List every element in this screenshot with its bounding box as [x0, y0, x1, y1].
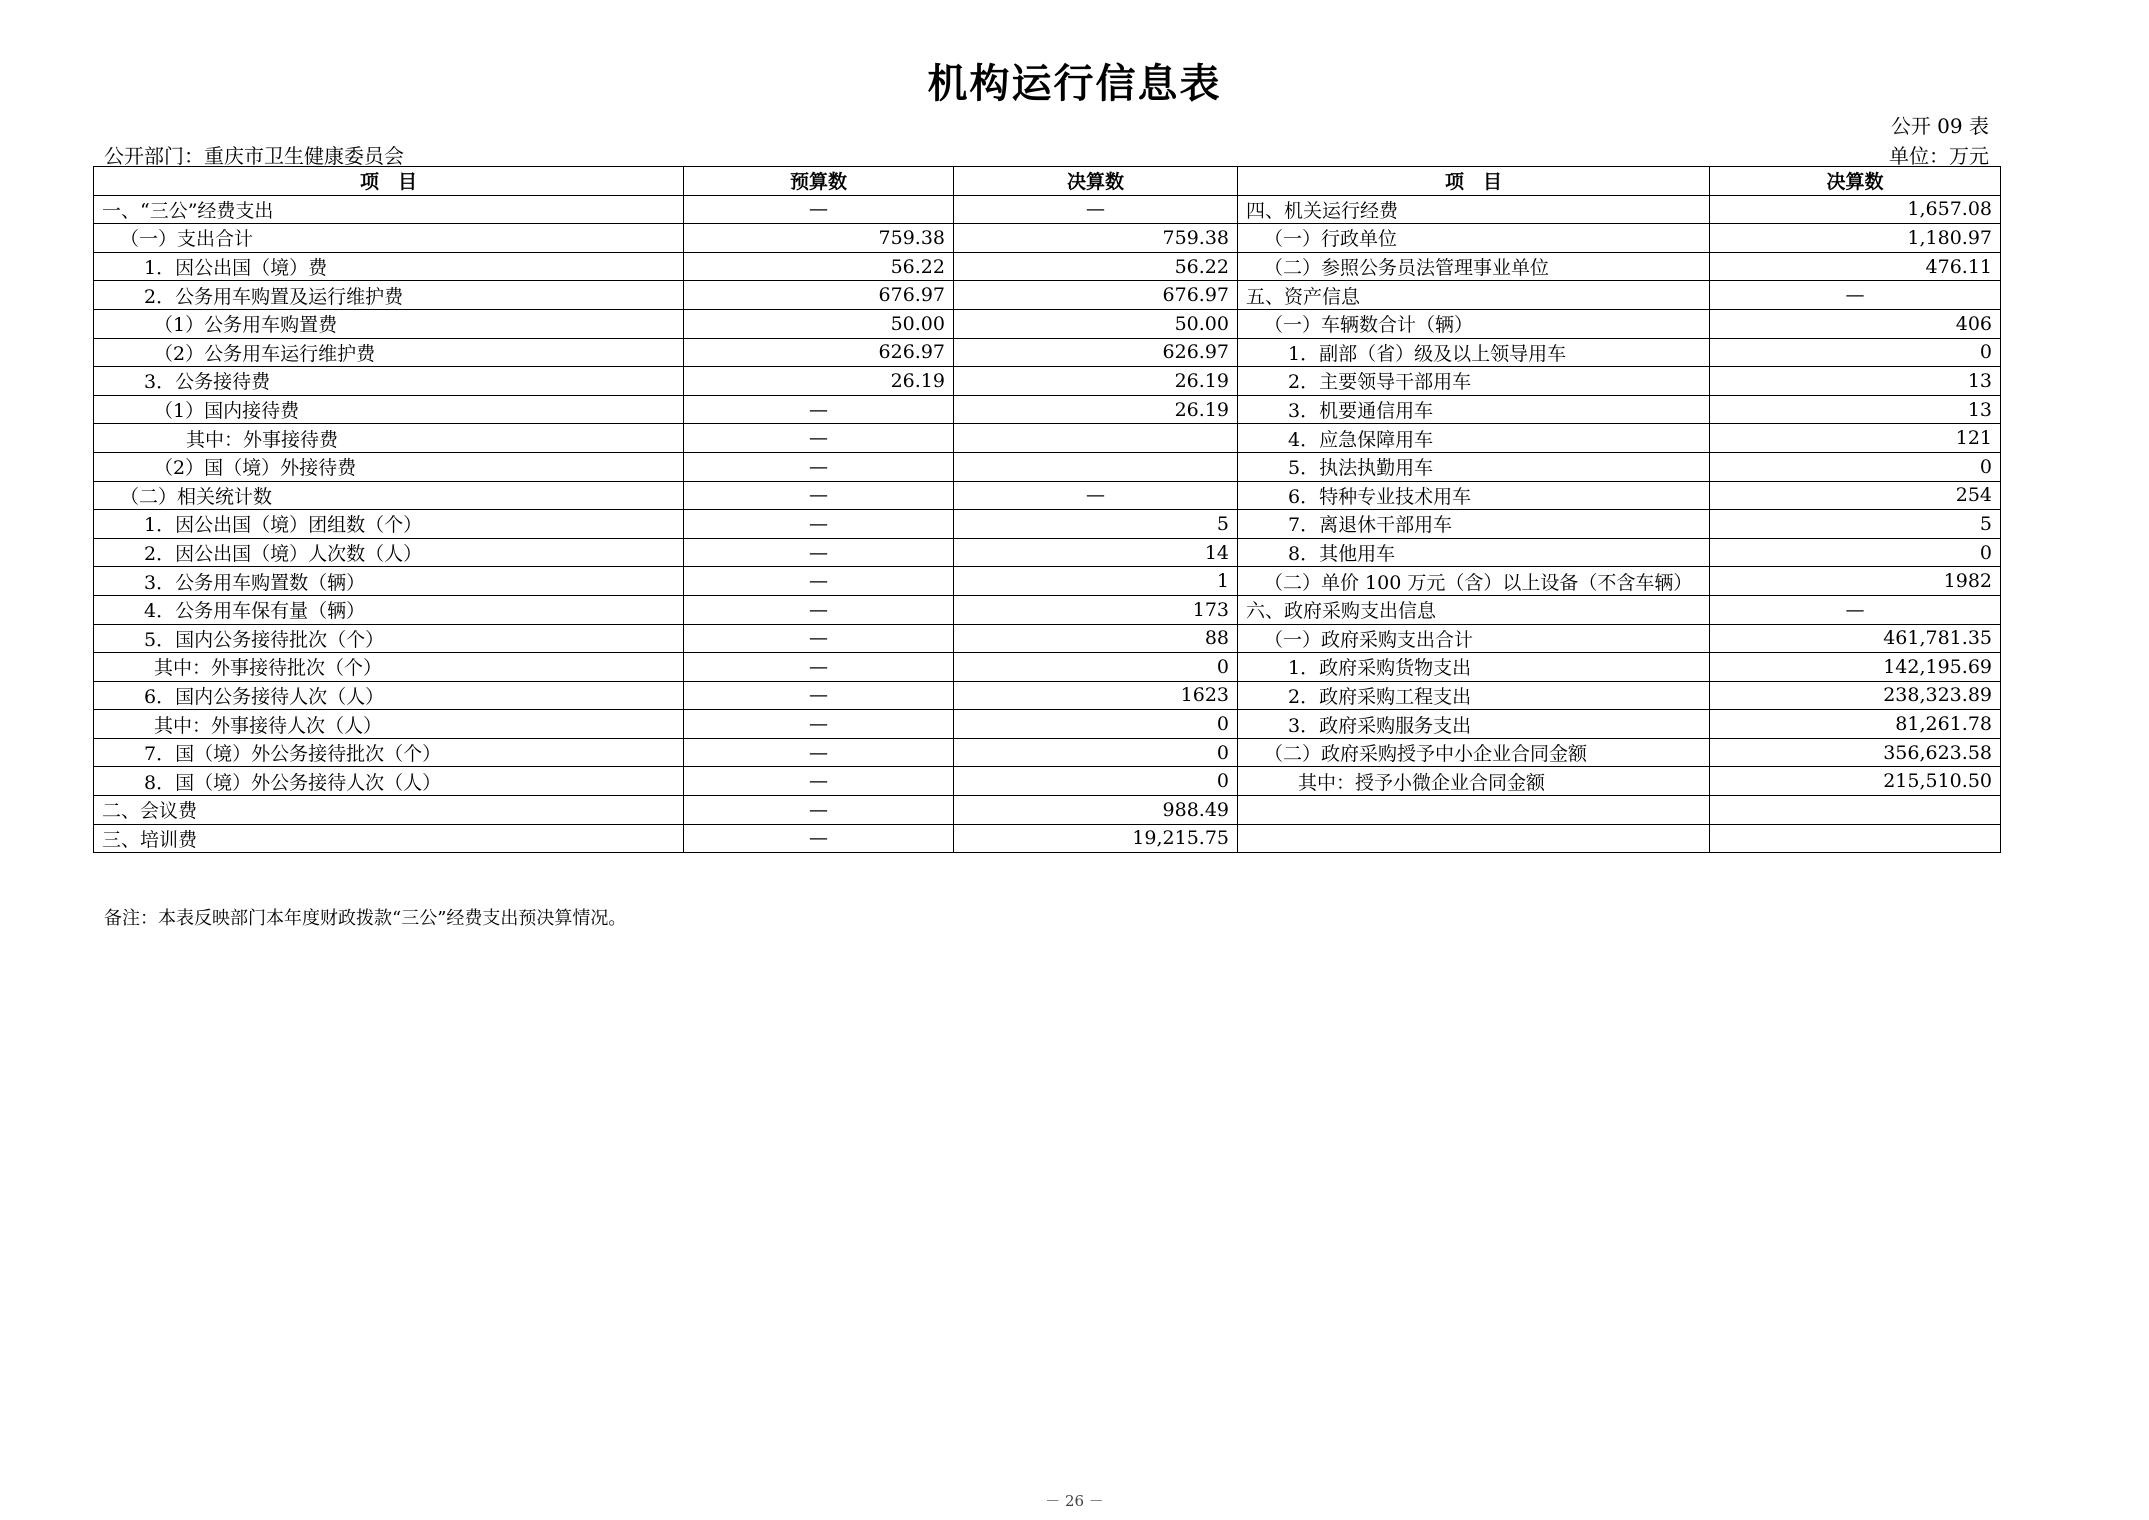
row-budget: 759.38: [684, 224, 954, 253]
page-title: 机构运行信息表: [927, 61, 1222, 107]
table-row: [94, 367, 2001, 396]
row-final-right: 5: [1710, 510, 2001, 539]
table-row: [94, 424, 2001, 453]
table-row: [94, 681, 2001, 710]
row-item-right: 2．主要领导干部用车: [1238, 367, 1710, 396]
header-item: 项 目: [94, 167, 684, 196]
table-row: [94, 710, 2001, 739]
row-item-right: 3．政府采购服务支出: [1238, 710, 1710, 739]
row-budget: —: [684, 395, 954, 424]
row-item: 5．国内公务接待批次（个）: [94, 624, 684, 653]
table-row: [94, 195, 2001, 224]
row-final: 88: [954, 624, 1238, 653]
row-final-right: 1,180.97: [1710, 224, 2001, 253]
table-row: [94, 452, 2001, 481]
row-item-right: 五、资产信息: [1238, 281, 1710, 310]
row-item: 2．因公出国（境）人次数（人）: [94, 538, 684, 567]
table-row: [94, 309, 2001, 338]
row-final-right: [1710, 796, 2001, 825]
page-number: － 26 －: [1045, 1492, 1104, 1510]
row-item-right: 四、机关运行经费: [1238, 195, 1710, 224]
row-final-right: 476.11: [1710, 252, 2001, 281]
table-row: [94, 481, 2001, 510]
row-final: 19,215.75: [954, 824, 1238, 853]
row-item: （1）公务用车购置费: [94, 309, 684, 338]
row-final: 56.22: [954, 252, 1238, 281]
row-final-right: 13: [1710, 367, 2001, 396]
row-budget: —: [684, 510, 954, 539]
row-budget: 50.00: [684, 309, 954, 338]
row-budget: —: [684, 195, 954, 224]
row-item: 7．国（境）外公务接待批次（个）: [94, 738, 684, 767]
row-final-right: 461,781.35: [1710, 624, 2001, 653]
table-header-row: [94, 167, 2001, 196]
row-final: 988.49: [954, 796, 1238, 825]
row-budget: 56.22: [684, 252, 954, 281]
row-final: 759.38: [954, 224, 1238, 253]
row-item-right: 其中：授予小微企业合同金额: [1238, 767, 1710, 796]
row-budget: —: [684, 681, 954, 710]
row-budget: —: [684, 767, 954, 796]
row-item: 3．公务接待费: [94, 367, 684, 396]
row-final-right: —: [1710, 595, 2001, 624]
row-item: 3．公务用车购置数（辆）: [94, 567, 684, 596]
table-row: [94, 395, 2001, 424]
row-item-right: 3．机要通信用车: [1238, 395, 1710, 424]
row-final-right: 142,195.69: [1710, 653, 2001, 682]
row-final-right: 238,323.89: [1710, 681, 2001, 710]
row-budget: —: [684, 824, 954, 853]
row-item-right: 1．副部（省）级及以上领导用车: [1238, 338, 1710, 367]
row-item: 4．公务用车保有量（辆）: [94, 595, 684, 624]
row-final: 0: [954, 653, 1238, 682]
table-row: [94, 624, 2001, 653]
table-row: [94, 224, 2001, 253]
row-item-right: 六、政府采购支出信息: [1238, 595, 1710, 624]
table-row: [94, 338, 2001, 367]
info-table: [93, 166, 2001, 853]
header-budget: 预算数: [684, 167, 954, 196]
row-budget: 26.19: [684, 367, 954, 396]
row-item-right: （一）行政单位: [1238, 224, 1710, 253]
row-item: 其中：外事接待费: [94, 424, 684, 453]
table-row: [94, 767, 2001, 796]
row-final-right: 1982: [1710, 567, 2001, 596]
unit-label: 单位：万元: [1889, 144, 1989, 168]
row-final-right: 254: [1710, 481, 2001, 510]
row-item-right: 1．政府采购货物支出: [1238, 653, 1710, 682]
row-final-right: 0: [1710, 338, 2001, 367]
row-final: 1: [954, 567, 1238, 596]
row-final: 26.19: [954, 367, 1238, 396]
row-budget: —: [684, 624, 954, 653]
row-final: 0: [954, 767, 1238, 796]
row-item-right: （一）车辆数合计（辆）: [1238, 309, 1710, 338]
row-final: 0: [954, 710, 1238, 739]
row-final: —: [954, 481, 1238, 510]
row-item-right: 6．特种专业技术用车: [1238, 481, 1710, 510]
row-item-right: 8．其他用车: [1238, 538, 1710, 567]
row-item-right: （二）参照公务员法管理事业单位: [1238, 252, 1710, 281]
row-final: 626.97: [954, 338, 1238, 367]
row-item: 二、会议费: [94, 796, 684, 825]
table-row: [94, 567, 2001, 596]
row-item: 6．国内公务接待人次（人）: [94, 681, 684, 710]
row-item-right: [1238, 824, 1710, 853]
table-row: [94, 510, 2001, 539]
row-final: —: [954, 195, 1238, 224]
row-budget: —: [684, 653, 954, 682]
row-item-right: 2．政府采购工程支出: [1238, 681, 1710, 710]
row-item: 三、培训费: [94, 824, 684, 853]
row-item-right: [1238, 796, 1710, 825]
row-item-right: （一）政府采购支出合计: [1238, 624, 1710, 653]
row-final: 50.00: [954, 309, 1238, 338]
row-final-right: 215,510.50: [1710, 767, 2001, 796]
table-row: [94, 281, 2001, 310]
row-item: （1）国内接待费: [94, 395, 684, 424]
row-final: 1623: [954, 681, 1238, 710]
row-budget: —: [684, 796, 954, 825]
table-row: [94, 824, 2001, 853]
row-budget: 676.97: [684, 281, 954, 310]
row-final: 676.97: [954, 281, 1238, 310]
row-final-right: 356,623.58: [1710, 738, 2001, 767]
row-final-right: 121: [1710, 424, 2001, 453]
row-final-right: 1,657.08: [1710, 195, 2001, 224]
row-item: 8．国（境）外公务接待人次（人）: [94, 767, 684, 796]
row-final-right: —: [1710, 281, 2001, 310]
row-item: 其中：外事接待人次（人）: [94, 710, 684, 739]
row-item: 1．因公出国（境）团组数（个）: [94, 510, 684, 539]
header-item-right: 项 目: [1238, 167, 1710, 196]
row-final: [954, 452, 1238, 481]
header-final: 决算数: [954, 167, 1238, 196]
row-item: （二）相关统计数: [94, 481, 684, 510]
table-row: [94, 796, 2001, 825]
table-row: [94, 595, 2001, 624]
header-final-right: 决算数: [1710, 167, 2001, 196]
row-budget: —: [684, 710, 954, 739]
table-row: [94, 252, 2001, 281]
row-final-right: 13: [1710, 395, 2001, 424]
table-row: [94, 653, 2001, 682]
row-budget: 626.97: [684, 338, 954, 367]
row-item: 其中：外事接待批次（个）: [94, 653, 684, 682]
row-item: （2）国（境）外接待费: [94, 452, 684, 481]
row-budget: —: [684, 567, 954, 596]
row-budget: —: [684, 595, 954, 624]
row-final: 5: [954, 510, 1238, 539]
row-final-right: 0: [1710, 538, 2001, 567]
row-final: 173: [954, 595, 1238, 624]
row-final: 14: [954, 538, 1238, 567]
table-row: [94, 538, 2001, 567]
row-item-right: 4．应急保障用车: [1238, 424, 1710, 453]
row-final-right: 0: [1710, 452, 2001, 481]
row-budget: —: [684, 538, 954, 567]
row-item: 2．公务用车购置及运行维护费: [94, 281, 684, 310]
row-item: 1．因公出国（境）费: [94, 252, 684, 281]
row-final: [954, 424, 1238, 453]
row-budget: —: [684, 424, 954, 453]
row-budget: —: [684, 481, 954, 510]
row-final-right: 81,261.78: [1710, 710, 2001, 739]
row-item-right: 7．离退休干部用车: [1238, 510, 1710, 539]
row-item-right: 5．执法执勤用车: [1238, 452, 1710, 481]
row-budget: —: [684, 738, 954, 767]
row-final: 0: [954, 738, 1238, 767]
row-item: 一、“三公”经费支出: [94, 195, 684, 224]
department-label: 公开部门：重庆市卫生健康委员会: [104, 144, 404, 168]
table-row: [94, 738, 2001, 767]
row-item-right: （二）政府采购授予中小企业合同金额: [1238, 738, 1710, 767]
table-body: [94, 195, 2001, 853]
footnote: 备注：本表反映部门本年度财政拨款“三公”经费支出预决算情况。: [104, 908, 627, 929]
row-final-right: 406: [1710, 309, 2001, 338]
form-number: 公开 09 表: [1890, 114, 1989, 138]
row-item-right: （二）单价 100 万元（含）以上设备（不含车辆）: [1238, 567, 1710, 596]
row-item: （一）支出合计: [94, 224, 684, 253]
row-budget: —: [684, 452, 954, 481]
row-final-right: [1710, 824, 2001, 853]
row-item: （2）公务用车运行维护费: [94, 338, 684, 367]
row-final: 26.19: [954, 395, 1238, 424]
